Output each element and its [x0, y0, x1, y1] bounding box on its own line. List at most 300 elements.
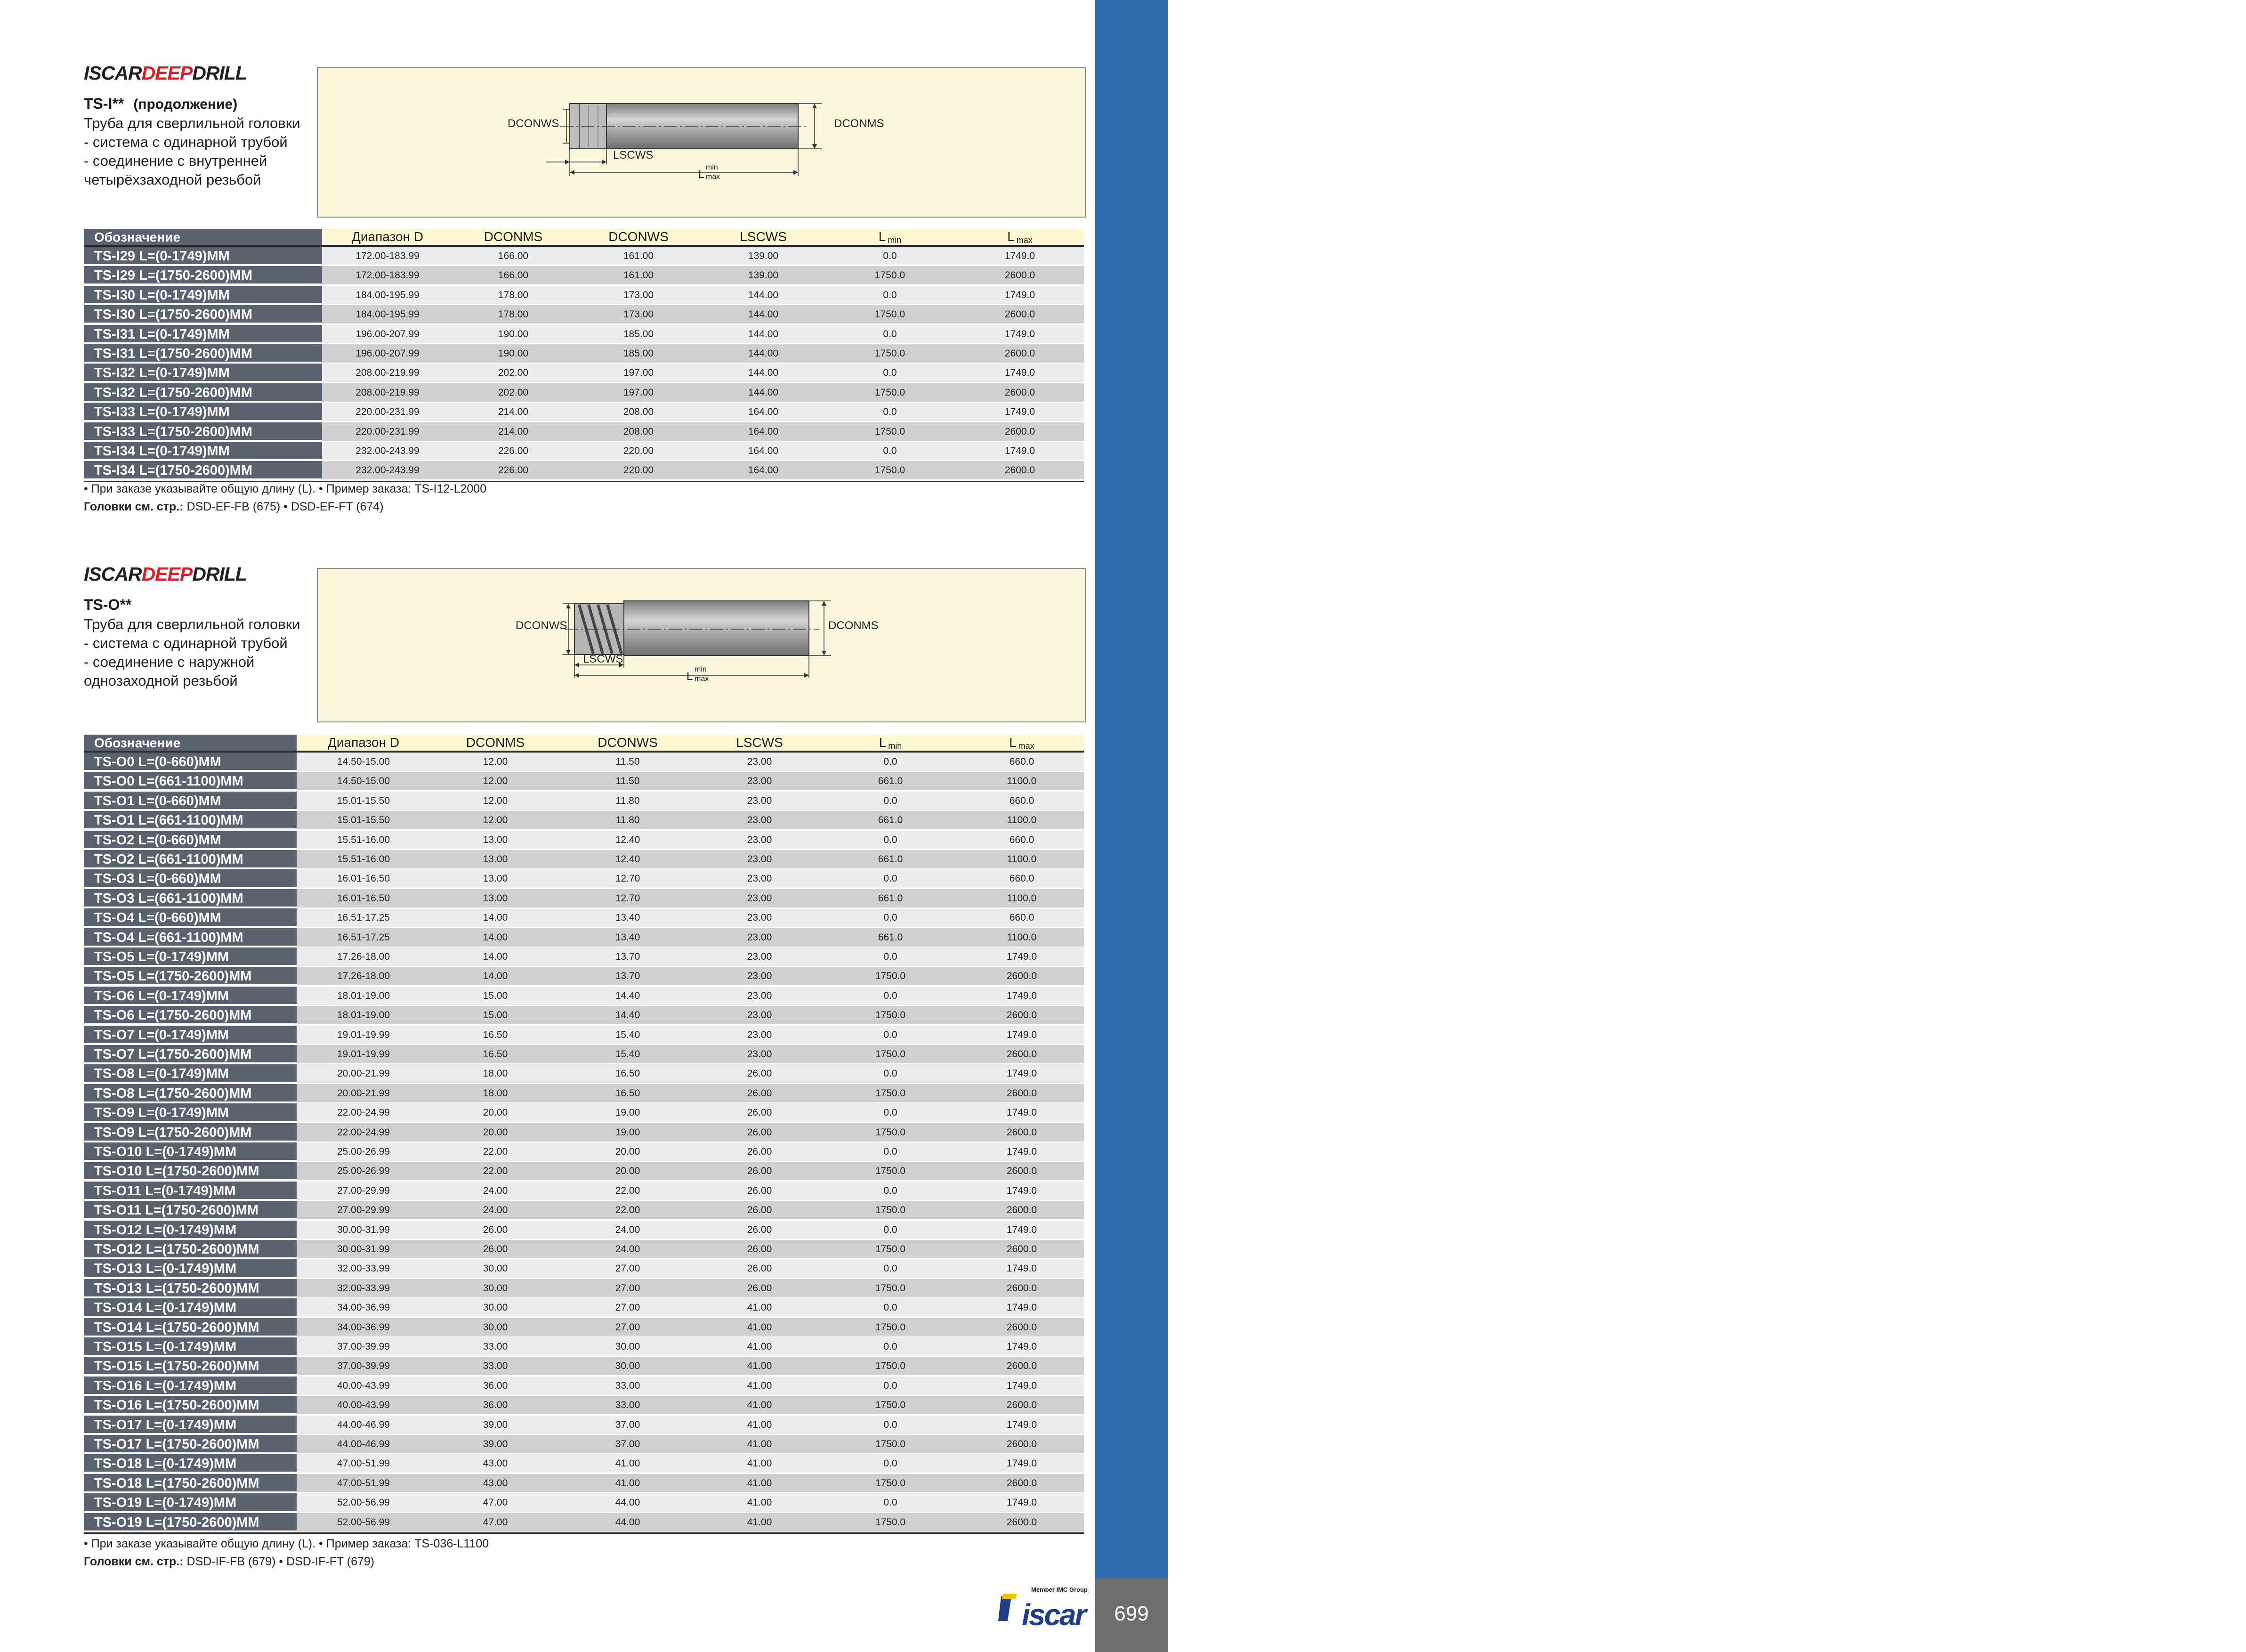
- designation-cell: TS-O16 L=(1750-2600)MM: [84, 1396, 297, 1414]
- label-l-max: max: [706, 173, 720, 181]
- table-row: [84, 908, 1084, 927]
- side-band: [1095, 0, 2246, 1579]
- table-row: [84, 344, 1084, 363]
- value-cell: 2600.0: [1006, 1516, 1037, 1528]
- value-cell: 15.40: [615, 1049, 640, 1060]
- designation-cell: TS-O14 L=(1750-2600)MM: [84, 1318, 297, 1336]
- designation-cell: TS-I32 L=(1750-2600)MM: [84, 383, 322, 402]
- value-cell: 14.00: [483, 912, 508, 923]
- header-cell: [879, 229, 902, 245]
- value-cell: 37.00: [615, 1439, 640, 1450]
- value-cell: 11.50: [615, 776, 640, 787]
- section2-drawing: [317, 568, 1086, 722]
- value-cell: 23.00: [747, 1029, 772, 1040]
- value-cell: 23.00: [747, 776, 772, 787]
- value-cell: 41.00: [747, 1516, 772, 1528]
- value-cell: 184.00-195.99: [355, 289, 420, 300]
- value-cell: 23.00: [747, 873, 772, 884]
- value-cell: 15.01-15.50: [337, 795, 390, 806]
- value-cell: 22.00: [483, 1166, 508, 1177]
- value-cell: 0.0: [883, 912, 897, 923]
- value-cell: 202.00: [498, 367, 529, 379]
- value-cell: 184.00-195.99: [355, 309, 420, 320]
- value-cell: 20.00: [483, 1126, 508, 1138]
- table-row: [84, 266, 1084, 284]
- header-label: DCONWS: [598, 735, 658, 750]
- table-row: [84, 422, 1084, 441]
- value-cell: 27.00-29.99: [337, 1185, 390, 1196]
- value-cell: 1750.0: [874, 465, 905, 476]
- value-cell: 40.00-43.99: [337, 1380, 390, 1391]
- value-cell: 20.00-21.99: [337, 1068, 390, 1079]
- value-cell: 196.00-207.99: [355, 328, 420, 340]
- value-cell: 178.00: [498, 289, 529, 300]
- table-row: [84, 247, 1084, 265]
- value-cell: 30.00: [483, 1282, 508, 1294]
- value-cell: 12.40: [615, 854, 640, 865]
- value-cell: 41.00: [747, 1419, 772, 1430]
- table-row: [84, 850, 1084, 868]
- section2-description: [84, 615, 300, 690]
- table-row: [84, 889, 1084, 907]
- value-cell: 661.0: [878, 892, 903, 904]
- brand-logo: [84, 62, 247, 84]
- logo-part-deep: DEEP: [141, 563, 193, 585]
- designation-cell: TS-O16 L=(0-1749)MM: [84, 1377, 297, 1395]
- value-cell: 13.40: [615, 931, 640, 943]
- desc-line: - система с одинарной трубой: [84, 635, 288, 651]
- section1-description: [84, 114, 300, 189]
- table-row: [84, 753, 1084, 771]
- value-cell: 144.00: [748, 387, 779, 398]
- value-cell: 2600.0: [1006, 1360, 1037, 1372]
- table-row: [84, 383, 1084, 402]
- value-cell: 185.00: [623, 348, 654, 359]
- value-cell: 208.00: [623, 406, 654, 418]
- value-cell: 18.01-19.00: [337, 1010, 390, 1021]
- table-row: [84, 1377, 1084, 1395]
- value-cell: 24.00: [615, 1244, 640, 1255]
- header-cell: [740, 229, 787, 245]
- designation-cell: TS-O9 L=(0-1749)MM: [84, 1103, 297, 1122]
- designation-cell: TS-I29 L=(0-1749)MM: [84, 247, 322, 265]
- value-cell: 1750.0: [874, 309, 905, 320]
- value-cell: 208.00-219.99: [355, 367, 420, 379]
- value-cell: 2600.0: [1006, 971, 1037, 982]
- value-cell: 18.00: [483, 1068, 508, 1079]
- value-cell: 14.40: [615, 990, 640, 1001]
- value-cell: 12.70: [615, 892, 640, 904]
- header-subscript: max: [1016, 235, 1033, 245]
- note-heads-refs: DSD-IF-FB (679) • DSD-IF-FT (679): [183, 1555, 375, 1568]
- value-cell: 214.00: [498, 426, 529, 437]
- value-cell: 2600.0: [1006, 1049, 1037, 1060]
- value-cell: 1100.0: [1007, 854, 1037, 865]
- value-cell: 40.00-43.99: [337, 1400, 390, 1411]
- value-cell: 1100.0: [1007, 892, 1037, 904]
- label-lscws: LSCWS: [613, 149, 654, 162]
- continuation-label: (продолжение): [133, 97, 238, 112]
- value-cell: 661.0: [878, 776, 903, 787]
- value-cell: 0.0: [883, 1419, 897, 1430]
- value-cell: 27.00: [615, 1282, 640, 1294]
- table-row: [84, 987, 1084, 1005]
- value-cell: 1750.0: [875, 1244, 906, 1255]
- value-cell: 0.0: [883, 445, 897, 456]
- value-cell: 15.51-16.00: [337, 834, 390, 845]
- value-cell: 25.00-26.99: [337, 1146, 390, 1157]
- value-cell: 1749.0: [1006, 951, 1037, 962]
- value-cell: 20.00: [483, 1107, 508, 1118]
- table-row: [84, 869, 1084, 888]
- value-cell: 39.00: [483, 1419, 508, 1430]
- value-cell: 44.00: [615, 1497, 640, 1508]
- value-cell: 41.00: [747, 1458, 772, 1469]
- table-row: [84, 792, 1084, 810]
- designation-cell: TS-O2 L=(0-660)MM: [84, 831, 297, 849]
- value-cell: 26.00: [483, 1224, 508, 1235]
- header-cell: [879, 735, 902, 751]
- value-cell: 14.00: [483, 931, 508, 943]
- value-cell: 172.00-183.99: [355, 270, 420, 281]
- value-cell: 144.00: [748, 289, 779, 300]
- desc-line: однозаходной резьбой: [84, 672, 238, 689]
- value-cell: 41.00: [747, 1439, 772, 1450]
- value-cell: 161.00: [623, 251, 654, 261]
- value-cell: 1749.0: [1006, 1068, 1037, 1079]
- value-cell: 12.00: [483, 776, 508, 787]
- table-row: [84, 1142, 1084, 1161]
- value-cell: 41.00: [747, 1400, 772, 1411]
- value-cell: 16.50: [483, 1029, 508, 1040]
- table-row: [84, 1240, 1084, 1258]
- header-cell: [1009, 735, 1034, 751]
- value-cell: 2600.0: [1004, 387, 1035, 398]
- value-cell: 20.00: [615, 1146, 640, 1157]
- value-cell: 0.0: [883, 1068, 897, 1079]
- value-cell: 41.00: [747, 1341, 772, 1352]
- value-cell: 0.0: [883, 795, 897, 806]
- designation-cell: TS-O8 L=(0-1749)MM: [84, 1064, 297, 1083]
- header-label: L: [878, 229, 886, 244]
- value-cell: 2600.0: [1006, 1010, 1037, 1021]
- product-code: TS-I**: [84, 95, 124, 112]
- value-cell: 23.00: [747, 951, 772, 962]
- value-cell: 24.00: [483, 1205, 508, 1216]
- value-cell: 661.0: [878, 931, 903, 943]
- value-cell: 41.00: [747, 1302, 772, 1313]
- value-cell: 12.00: [483, 815, 508, 826]
- value-cell: 36.00: [483, 1400, 508, 1411]
- label-dconms: DCONMS: [828, 619, 879, 632]
- value-cell: 13.70: [615, 971, 640, 982]
- table-row: [84, 1337, 1084, 1356]
- logo-part-iscar: ISCAR: [84, 563, 142, 585]
- table-row: [84, 1162, 1084, 1180]
- side-title: СВЁРЛА ДЛЯ ГЛУБОКОГО СВЕРЛЕНИЯ: [2208, 40, 2246, 694]
- value-cell: 34.00-36.99: [337, 1302, 390, 1313]
- table-row: [84, 772, 1084, 790]
- value-cell: 22.00: [483, 1146, 508, 1157]
- value-cell: 661.0: [878, 815, 903, 826]
- designation-cell: TS-O12 L=(1750-2600)MM: [84, 1240, 297, 1258]
- value-cell: 37.00-39.99: [337, 1341, 390, 1352]
- value-cell: 32.00-33.99: [337, 1282, 390, 1294]
- table-row: [84, 325, 1084, 343]
- label-l-min: min: [706, 163, 718, 171]
- value-cell: 30.00: [483, 1263, 508, 1274]
- value-cell: 12.00: [483, 756, 508, 767]
- designation-cell: TS-O8 L=(1750-2600)MM: [84, 1084, 297, 1102]
- tube-internal-thread-drawing: [318, 68, 1085, 217]
- value-cell: 0.0: [883, 834, 897, 845]
- value-cell: 1750.0: [875, 1126, 906, 1138]
- desc-line: - соединение с внутренней: [84, 153, 267, 169]
- value-cell: 23.00: [747, 854, 772, 865]
- value-cell: 26.00: [483, 1244, 508, 1255]
- value-cell: 34.00-36.99: [337, 1321, 390, 1333]
- brand-logo: [84, 563, 247, 585]
- value-cell: 1750.0: [875, 1477, 906, 1489]
- header-label: DCONMS: [484, 229, 543, 244]
- designation-cell: TS-O4 L=(0-660)MM: [84, 908, 297, 927]
- header-cell: [352, 229, 423, 245]
- value-cell: 16.50: [615, 1068, 640, 1079]
- table-row: [84, 1416, 1084, 1434]
- header-label: L: [879, 735, 887, 750]
- value-cell: 0.0: [883, 1341, 897, 1352]
- value-cell: 14.00: [483, 951, 508, 962]
- value-cell: 23.00: [747, 756, 772, 767]
- value-cell: 2600.0: [1006, 1439, 1037, 1450]
- value-cell: 166.00: [498, 270, 529, 281]
- value-cell: 27.00: [615, 1263, 640, 1274]
- value-cell: 0.0: [883, 1185, 897, 1196]
- value-cell: 37.00: [615, 1419, 640, 1430]
- value-cell: 2600.0: [1006, 1205, 1037, 1216]
- designation-cell: TS-O19 L=(0-1749)MM: [84, 1493, 297, 1512]
- value-cell: 1750.0: [875, 1282, 906, 1294]
- value-cell: 26.00: [747, 1126, 772, 1138]
- value-cell: 44.00: [615, 1516, 640, 1528]
- iscar-brand-word: iscar: [1022, 1598, 1085, 1632]
- designation-cell: TS-I34 L=(0-1749)MM: [84, 442, 322, 460]
- designation-cell: TS-O18 L=(1750-2600)MM: [84, 1474, 297, 1492]
- value-cell: 0.0: [883, 406, 897, 418]
- value-cell: 13.00: [483, 892, 508, 904]
- value-cell: 43.00: [483, 1477, 508, 1489]
- value-cell: 0.0: [883, 1146, 897, 1157]
- table-row: [84, 1474, 1084, 1492]
- value-cell: 44.00-46.99: [337, 1439, 390, 1450]
- product-code: TS-O**: [84, 596, 132, 613]
- value-cell: 30.00: [615, 1360, 640, 1372]
- value-cell: 15.00: [483, 1010, 508, 1021]
- value-cell: 33.00: [483, 1341, 508, 1352]
- value-cell: 2600.0: [1004, 465, 1035, 476]
- header-designation: Обозначение: [84, 229, 322, 245]
- value-cell: 1749.0: [1004, 445, 1035, 456]
- value-cell: 2600.0: [1004, 270, 1035, 281]
- designation-cell: TS-O10 L=(1750-2600)MM: [84, 1162, 297, 1180]
- value-cell: 161.00: [623, 270, 654, 281]
- header-label: L: [1009, 735, 1017, 750]
- label-dconws: DCONWS: [508, 117, 559, 130]
- value-cell: 1749.0: [1006, 1029, 1037, 1040]
- table-row: [84, 1259, 1084, 1278]
- value-cell: 2600.0: [1006, 1321, 1037, 1333]
- value-cell: 43.00: [483, 1458, 508, 1469]
- value-cell: 0.0: [883, 1107, 897, 1118]
- value-cell: 23.00: [747, 912, 772, 923]
- value-cell: 197.00: [623, 367, 654, 379]
- table-row: [84, 1454, 1084, 1473]
- value-cell: 17.26-18.00: [337, 971, 390, 982]
- value-cell: 1750.0: [874, 426, 905, 437]
- designation-cell: TS-O5 L=(1750-2600)MM: [84, 967, 297, 985]
- value-cell: 173.00: [623, 289, 654, 300]
- logo-part-drill: DRILL: [192, 62, 247, 84]
- value-cell: 14.50-15.00: [337, 756, 390, 767]
- value-cell: 47.00-51.99: [337, 1477, 390, 1489]
- value-cell: 1749.0: [1006, 1302, 1037, 1313]
- value-cell: 202.00: [498, 387, 529, 398]
- value-cell: 0.0: [883, 990, 897, 1001]
- value-cell: 0.0: [883, 367, 897, 379]
- designation-cell: TS-O11 L=(0-1749)MM: [84, 1182, 297, 1200]
- table-row: [84, 1396, 1084, 1414]
- value-cell: 52.00-56.99: [337, 1516, 390, 1528]
- desc-line: Труба для сверлильной головки: [84, 616, 300, 632]
- value-cell: 22.00-24.99: [337, 1126, 390, 1138]
- value-cell: 1750.0: [875, 1087, 906, 1099]
- value-cell: 19.01-19.99: [337, 1049, 390, 1060]
- section1-code: [84, 95, 237, 113]
- section1-drawing: [317, 67, 1086, 218]
- header-cell: [1007, 229, 1033, 245]
- designation-cell: TS-O13 L=(1750-2600)MM: [84, 1279, 297, 1297]
- note-heads-refs: DSD-EF-FB (675) • DSD-EF-FT (674): [183, 500, 384, 513]
- value-cell: 173.00: [623, 309, 654, 320]
- value-cell: 23.00: [747, 931, 772, 943]
- value-cell: 52.00-56.99: [337, 1497, 390, 1508]
- designation-cell: TS-O1 L=(0-660)MM: [84, 792, 297, 810]
- value-cell: 2600.0: [1006, 1126, 1037, 1138]
- value-cell: 22.00: [615, 1205, 640, 1216]
- page-number-box: [1095, 1579, 1168, 1652]
- designation-cell: TS-O9 L=(1750-2600)MM: [84, 1123, 297, 1142]
- label-lscws: LSCWS: [583, 653, 623, 665]
- value-cell: 27.00-29.99: [337, 1205, 390, 1216]
- value-cell: 11.80: [615, 815, 640, 826]
- header-cell: [736, 735, 783, 751]
- value-cell: 0.0: [883, 1263, 897, 1274]
- header-designation: Обозначение: [84, 735, 297, 751]
- table-row: [84, 1513, 1084, 1531]
- note-heads-label: Головки см. стр.:: [84, 500, 184, 513]
- value-cell: 2600.0: [1006, 1087, 1037, 1099]
- value-cell: 23.00: [747, 971, 772, 982]
- value-cell: 24.00: [483, 1185, 508, 1196]
- value-cell: 0.0: [883, 756, 897, 767]
- value-cell: 226.00: [498, 465, 529, 476]
- value-cell: 23.00: [747, 892, 772, 904]
- table-row: [84, 364, 1084, 382]
- value-cell: 0.0: [883, 873, 897, 884]
- value-cell: 20.00: [615, 1166, 640, 1177]
- table-row: [84, 1084, 1084, 1102]
- value-cell: 1749.0: [1006, 1497, 1037, 1508]
- designation-cell: TS-O1 L=(661-1100)MM: [84, 811, 297, 829]
- value-cell: 196.00-207.99: [355, 348, 420, 359]
- value-cell: 2600.0: [1006, 1282, 1037, 1294]
- desc-line: Труба для сверлильной головки: [84, 115, 300, 131]
- value-cell: 208.00-219.99: [355, 387, 420, 398]
- value-cell: 30.00: [615, 1341, 640, 1352]
- header-subscript: min: [888, 741, 902, 751]
- value-cell: 1750.0: [875, 1010, 906, 1021]
- value-cell: 660.0: [1009, 873, 1034, 884]
- table-row: [84, 403, 1084, 421]
- label-l: L: [698, 168, 705, 181]
- value-cell: 172.00-183.99: [355, 251, 420, 261]
- header-cell: [598, 735, 658, 751]
- value-cell: 178.00: [498, 309, 529, 320]
- table-row: [84, 1026, 1084, 1044]
- value-cell: 26.00: [747, 1087, 772, 1099]
- value-cell: 1749.0: [1004, 367, 1035, 379]
- value-cell: 2600.0: [1004, 348, 1035, 359]
- value-cell: 13.00: [483, 873, 508, 884]
- designation-cell: TS-O3 L=(0-660)MM: [84, 869, 297, 888]
- value-cell: 26.00: [747, 1263, 772, 1274]
- value-cell: 1749.0: [1006, 1341, 1037, 1352]
- value-cell: 26.00: [747, 1166, 772, 1177]
- value-cell: 1749.0: [1006, 1458, 1037, 1469]
- header-subscript: max: [1018, 741, 1034, 751]
- value-cell: 220.00-231.99: [355, 406, 420, 418]
- designation-cell: TS-I34 L=(1750-2600)MM: [84, 461, 322, 479]
- designation-cell: TS-I29 L=(1750-2600)MM: [84, 266, 322, 284]
- value-cell: 16.50: [615, 1087, 640, 1099]
- value-cell: 26.00: [747, 1224, 772, 1235]
- value-cell: 18.01-19.00: [337, 990, 390, 1001]
- designation-cell: TS-I30 L=(0-1749)MM: [84, 286, 322, 304]
- value-cell: 1749.0: [1006, 1146, 1037, 1157]
- table-row: [84, 1279, 1084, 1297]
- value-cell: 220.00-231.99: [355, 426, 420, 437]
- value-cell: 26.00: [747, 1244, 772, 1255]
- value-cell: 30.00-31.99: [337, 1224, 390, 1235]
- value-cell: 1749.0: [1006, 1380, 1037, 1391]
- header-cell: [466, 735, 525, 751]
- section2-code: [84, 596, 131, 614]
- value-cell: 16.01-16.50: [337, 892, 390, 904]
- value-cell: 24.00: [615, 1224, 640, 1235]
- value-cell: 30.00-31.99: [337, 1244, 390, 1255]
- value-cell: 164.00: [748, 426, 779, 437]
- value-cell: 13.70: [615, 951, 640, 962]
- value-cell: 14.50-15.00: [337, 776, 390, 787]
- value-cell: 30.00: [483, 1321, 508, 1333]
- value-cell: 41.00: [747, 1497, 772, 1508]
- value-cell: 13.00: [483, 834, 508, 845]
- table-row: [84, 442, 1084, 460]
- label-l-max: max: [695, 675, 709, 683]
- logo-part-iscar: ISCAR: [84, 62, 142, 84]
- table-header: [84, 735, 1084, 753]
- designation-cell: TS-O5 L=(0-1749)MM: [84, 947, 297, 966]
